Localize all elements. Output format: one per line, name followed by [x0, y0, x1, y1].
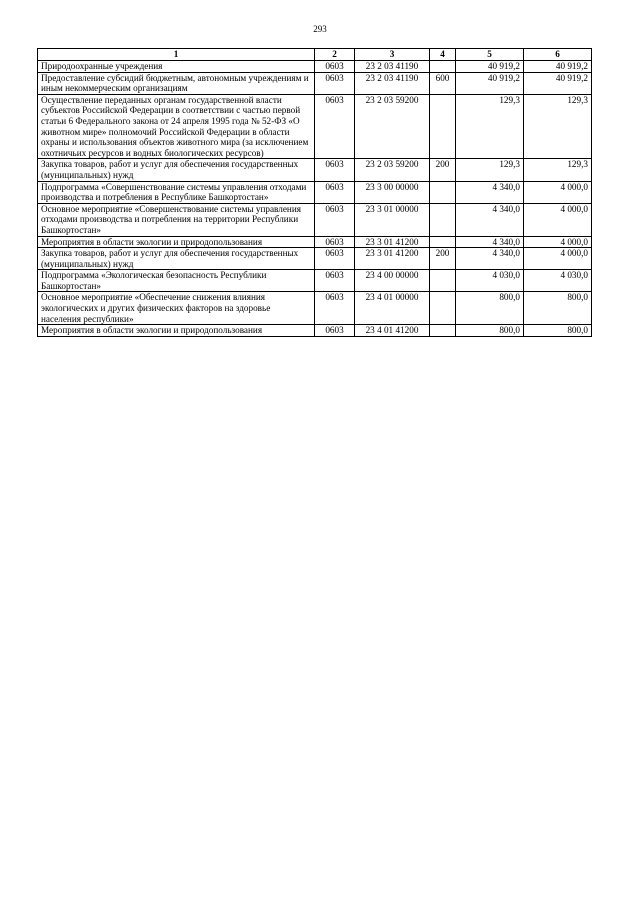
row-name: Природоохранные учреждения [38, 61, 315, 73]
row-name: Основное мероприятие «Обеспечение снижения влияния экологических и других физических факторов на здоровье населения республики» [38, 292, 315, 325]
row-amount-2: 800,0 [524, 325, 592, 337]
row-ministry-code: 0603 [315, 61, 355, 73]
row-target-code: 23 2 03 59200 [355, 159, 430, 181]
row-amount-2: 4 000,0 [524, 248, 592, 270]
row-name: Предоставление субсидий бюджетным, автономным учреждениям и иным некоммерческим организациям [38, 72, 315, 94]
row-amount-1: 4 030,0 [456, 270, 524, 292]
row-amount-2: 129,3 [524, 159, 592, 181]
row-ministry-code: 0603 [315, 325, 355, 337]
table-row [38, 159, 592, 181]
row-target-code: 23 3 01 41200 [355, 236, 430, 248]
row-target-code: 23 2 03 41190 [355, 61, 430, 73]
row-name: Мероприятия в области экологии и природопользования [38, 325, 315, 337]
row-amount-1: 4 340,0 [456, 236, 524, 248]
table-row [38, 236, 592, 248]
row-amount-2: 4 000,0 [524, 236, 592, 248]
row-expense-type [430, 292, 456, 325]
row-amount-1: 4 340,0 [456, 203, 524, 236]
row-amount-2: 129,3 [524, 94, 592, 159]
page-number: 293 [313, 24, 327, 34]
row-amount-2: 800,0 [524, 292, 592, 325]
row-amount-1: 40 919,2 [456, 72, 524, 94]
column-header: 4 [430, 49, 456, 61]
row-ministry-code: 0603 [315, 248, 355, 270]
row-target-code: 23 2 03 41190 [355, 72, 430, 94]
row-expense-type: 200 [430, 248, 456, 270]
table-row [38, 248, 592, 270]
row-expense-type [430, 61, 456, 73]
row-amount-2: 4 030,0 [524, 270, 592, 292]
row-ministry-code: 0603 [315, 94, 355, 159]
table-row [38, 61, 592, 73]
table-row [38, 270, 592, 292]
row-expense-type [430, 325, 456, 337]
budget-table [37, 48, 592, 337]
row-ministry-code: 0603 [315, 181, 355, 203]
row-amount-2: 4 000,0 [524, 203, 592, 236]
column-header: 5 [456, 49, 524, 61]
row-expense-type [430, 236, 456, 248]
header-row [38, 49, 592, 61]
row-amount-1: 800,0 [456, 292, 524, 325]
row-name: Осуществление переданных органам государственной власти субъектов Российской Федерации в соответствии с частью первой статьи 6 Федерального закона от 24 апреля 1995 года № 52-ФЗ «О животном мире» полномочий Российской Федерации в области охраны и использования объектов животного мира (за исключением охотничьих ресурсов и водных биологических ресурсов) [38, 94, 315, 159]
row-amount-1: 40 919,2 [456, 61, 524, 73]
column-header: 2 [315, 49, 355, 61]
row-ministry-code: 0603 [315, 159, 355, 181]
row-expense-type [430, 94, 456, 159]
row-expense-type [430, 270, 456, 292]
row-target-code: 23 4 00 00000 [355, 270, 430, 292]
row-name: Подпрограмма «Совершенствование системы управления отходами производства и потребления в Республике Башкортостан» [38, 181, 315, 203]
row-amount-2: 40 919,2 [524, 61, 592, 73]
row-target-code: 23 3 00 00000 [355, 181, 430, 203]
row-amount-1: 129,3 [456, 94, 524, 159]
row-ministry-code: 0603 [315, 292, 355, 325]
row-name: Мероприятия в области экологии и природопользования [38, 236, 315, 248]
column-header: 1 [38, 49, 315, 61]
row-ministry-code: 0603 [315, 270, 355, 292]
row-amount-1: 4 340,0 [456, 248, 524, 270]
row-expense-type [430, 203, 456, 236]
table-row [38, 292, 592, 325]
table-row [38, 72, 592, 94]
row-amount-1: 129,3 [456, 159, 524, 181]
row-expense-type [430, 181, 456, 203]
row-amount-2: 4 000,0 [524, 181, 592, 203]
row-name: Закупка товаров, работ и услуг для обеспечения государственных (муниципальных) нужд [38, 248, 315, 270]
row-name: Закупка товаров, работ и услуг для обеспечения государственных (муниципальных) нужд [38, 159, 315, 181]
row-name: Подпрограмма «Экологическая безопасность Республики Башкортостан» [38, 270, 315, 292]
row-amount-1: 800,0 [456, 325, 524, 337]
row-expense-type: 600 [430, 72, 456, 94]
row-ministry-code: 0603 [315, 72, 355, 94]
column-header: 3 [355, 49, 430, 61]
row-amount-2: 40 919,2 [524, 72, 592, 94]
row-amount-1: 4 340,0 [456, 181, 524, 203]
table-row [38, 203, 592, 236]
table-row [38, 94, 592, 159]
row-ministry-code: 0603 [315, 236, 355, 248]
row-target-code: 23 3 01 41200 [355, 248, 430, 270]
row-target-code: 23 4 01 00000 [355, 292, 430, 325]
row-target-code: 23 4 01 41200 [355, 325, 430, 337]
row-target-code: 23 3 01 00000 [355, 203, 430, 236]
row-target-code: 23 2 03 59200 [355, 94, 430, 159]
table-row [38, 325, 592, 337]
row-ministry-code: 0603 [315, 203, 355, 236]
table-row [38, 181, 592, 203]
row-name: Основное мероприятие «Совершенствование системы управления отходами производства и потребления на территории Республики Башкортостан» [38, 203, 315, 236]
column-header: 6 [524, 49, 592, 61]
row-expense-type: 200 [430, 159, 456, 181]
